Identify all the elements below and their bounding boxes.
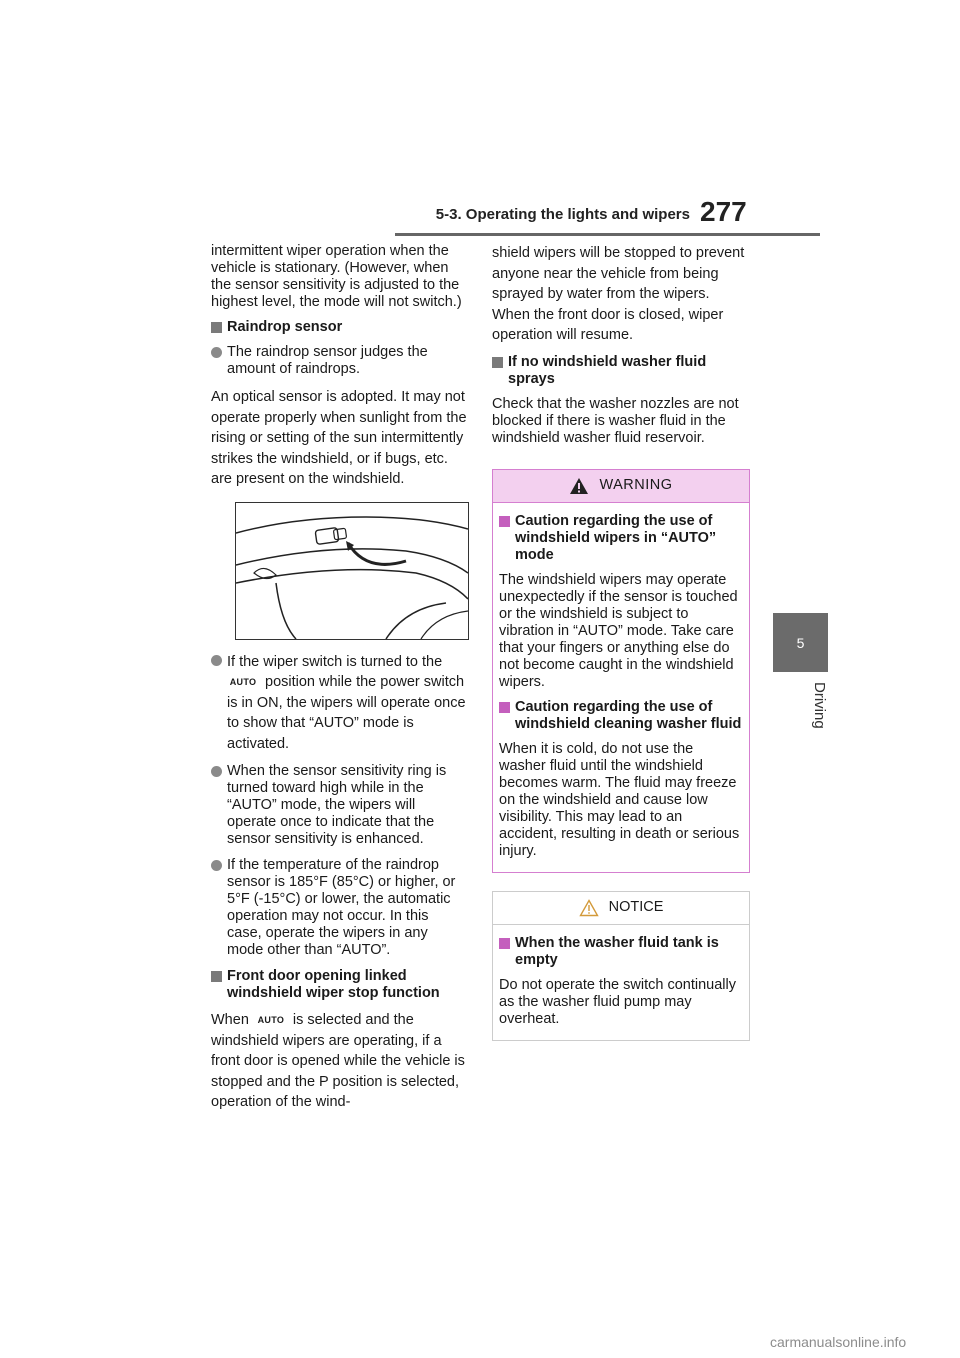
when-prefix: When — [211, 1012, 249, 1029]
left-column — [211, 243, 467, 1121]
temperature-bullet-text: If the temperature of the raindrop sensor is 185°F (85°C) or higher, or 5°F (-15°C) or lower, the automatic operation may not occur. In this case, operate the wipers in any mode other than “AUTO”. — [227, 857, 456, 959]
raindrop-bullet — [211, 344, 467, 378]
continued-paragraph: shield wipers will be stopped to prevent anyone near the vehicle from being sprayed by water from the wipers. When the front door is closed, wiper operation will resume. — [492, 245, 745, 343]
square-bullet-icon — [499, 702, 510, 713]
wiper-switch-text-prefix: If the wiper switch is turned to the — [227, 653, 443, 670]
wiper-switch-bullet — [211, 652, 467, 755]
warning-heading2-text: Caution regarding the use of windshield cleaning washer fluid — [515, 698, 742, 732]
warning-heading1-text: Caution regarding the use of windshield wipers in “AUTO” mode — [515, 512, 717, 563]
sensitivity-bullet — [211, 763, 467, 848]
notice-paragraph1: Do not operate the switch continually as the washer fluid pump may overheat. — [499, 976, 736, 1027]
header-section-title: 5-3. Operating the lights and wipers — [435, 206, 690, 223]
windshield-sensor-illustration — [235, 502, 469, 640]
warning-heading-auto-mode — [499, 513, 743, 564]
washer-paragraph: Check that the washer nozzles are not blocked if there is washer fluid in the windshield washer fluid reservoir. — [492, 395, 739, 446]
car-windshield-drawing — [236, 503, 468, 639]
sensitivity-bullet-text: When the sensor sensitivity ring is turned toward high while in the “AUTO” mode, the wipers will operate once to indicate that the sensor sensitivity is enhanced. — [227, 763, 447, 848]
round-bullet-icon — [211, 860, 222, 871]
square-bullet-icon — [211, 971, 222, 982]
notice-heading1-text: When the washer fluid tank is empty — [515, 934, 719, 968]
front-door-paragraph — [211, 1010, 467, 1113]
front-door-heading-text: Front door opening linked windshield wiper stop function — [227, 968, 440, 1002]
intro-paragraph: intermittent wiper operation when the vehicle is stationary. (However, when the sensor sensitivity is adjusted to the highest level, the mode will not switch.) — [211, 243, 462, 310]
round-bullet-icon — [211, 655, 222, 666]
warning-paragraph1: The windshield wipers may operate unexpectedly if the sensor is touched or the windshield is subject to vibration in “AUTO” mode. Take care that your fingers or anything else do not become caught in the windshield wipers. — [499, 571, 738, 690]
square-bullet-icon — [499, 938, 510, 949]
watermark: carmanualsonline.info — [770, 1334, 907, 1350]
notice-title: NOTICE — [608, 899, 664, 915]
notice-triangle-icon — [579, 899, 599, 917]
notice-body — [493, 925, 749, 1040]
when-rest: is selected and the windshield wipers are operating, if a front door is opened while the vehicle is stopped and the P position is selected, operation of the wind- — [211, 1012, 465, 1111]
square-bullet-icon — [499, 516, 510, 527]
temperature-bullet — [211, 857, 467, 959]
washer-heading — [492, 354, 750, 388]
notice-heading-empty-tank — [499, 935, 743, 969]
raindrop-heading-text: Raindrop sensor — [227, 319, 343, 335]
washer-heading-text: If no windshield washer fluid sprays — [508, 353, 707, 387]
page-number: 277 — [700, 196, 747, 227]
auto-mode-icon: AUTO — [229, 677, 257, 687]
square-bullet-icon — [211, 322, 222, 333]
header-rule — [395, 233, 820, 236]
square-bullet-icon — [492, 357, 503, 368]
front-door-heading — [211, 968, 467, 1002]
warning-title: WARNING — [599, 477, 673, 493]
warning-body — [493, 503, 749, 872]
auto-mode-icon-inline: AUTO — [257, 1015, 285, 1026]
warning-triangle-icon — [569, 477, 589, 495]
warning-heading-washer-fluid — [499, 699, 743, 733]
optical-sensor-paragraph: An optical sensor is adopted. It may not operate properly when sunlight from the rising or setting of the sun intermittently strikes the windshield, or if bugs, etc. are present on the windshield. — [211, 389, 467, 487]
round-bullet-icon — [211, 347, 222, 358]
warning-paragraph2: When it is cold, do not use the washer fluid until the windshield becomes warm. The fluid may freeze on the windshield and cause low visibility. This may lead to an accident, resulting in death or serious injury. — [499, 740, 740, 859]
side-tab-label: Driving — [811, 682, 828, 729]
notice-box — [492, 891, 750, 1041]
side-tab-number: 5 — [773, 613, 828, 672]
right-column — [492, 243, 750, 1041]
raindrop-bullet-text: The raindrop sensor judges the amount of raindrops. — [227, 344, 428, 377]
round-bullet-icon — [211, 766, 222, 777]
notice-header — [493, 892, 749, 925]
warning-box — [492, 469, 750, 873]
raindrop-heading — [211, 319, 467, 336]
warning-header — [493, 470, 749, 503]
wiper-switch-text-rest: position while the power switch is in ON, the wipers will operate once to show that “AUTO” mode is activated. — [227, 674, 466, 752]
